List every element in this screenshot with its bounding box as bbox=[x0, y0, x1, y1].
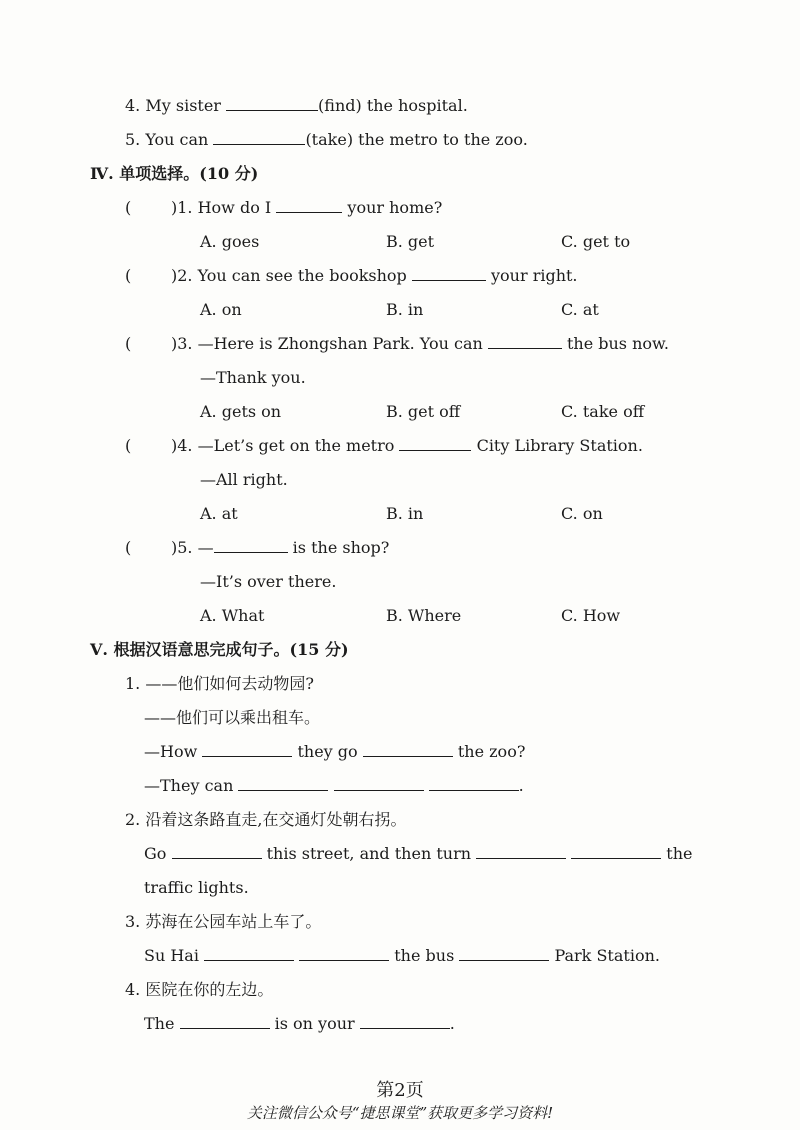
mc-question-4: )4. —Let’s get on the metro City Library Station. bbox=[171, 436, 643, 455]
mc-question-4-reply: —All right. bbox=[200, 470, 288, 489]
option-c[interactable]: C. get to bbox=[561, 232, 631, 251]
answer-blank[interactable] bbox=[204, 945, 294, 961]
option-a[interactable]: A. What bbox=[200, 606, 265, 625]
part3-question-5: 5. You can (take) the metro to the zoo. bbox=[125, 130, 528, 149]
translate-q3-english: Su Hai the bus Park Station. bbox=[144, 946, 660, 965]
option-c[interactable]: C. How bbox=[561, 606, 621, 625]
answer-blank[interactable] bbox=[459, 945, 549, 961]
translate-q2-english-2: traffic lights. bbox=[144, 878, 249, 897]
answer-blank[interactable] bbox=[299, 945, 389, 961]
translate-q1-english-1: —How they go the zoo? bbox=[144, 742, 526, 761]
answer-blank[interactable] bbox=[363, 741, 453, 757]
translate-q2-english-1: Go this street, and then turn the bbox=[144, 844, 693, 863]
section-title-part4: Ⅳ. 单项选择。(10 分) bbox=[90, 164, 259, 183]
translate-q2-chinese: 2. 沿着这条路直走,在交通灯处朝右拐。 bbox=[125, 810, 407, 829]
option-a[interactable]: A. gets on bbox=[200, 402, 282, 421]
option-b[interactable]: B. get bbox=[386, 232, 435, 251]
option-b[interactable]: B. in bbox=[386, 504, 424, 523]
option-c[interactable]: C. take off bbox=[561, 402, 645, 421]
section-title-part5: Ⅴ. 根据汉语意思完成句子。(15 分) bbox=[90, 640, 349, 659]
translate-q1-english-2: —They can . bbox=[144, 776, 524, 795]
translate-q4-chinese: 4. 医院在你的左边。 bbox=[125, 980, 274, 999]
option-b[interactable]: B. Where bbox=[386, 606, 462, 625]
answer-blank[interactable] bbox=[429, 775, 519, 791]
answer-blank[interactable] bbox=[172, 843, 262, 859]
translate-q4-english: The is on your . bbox=[144, 1014, 455, 1033]
answer-blank[interactable] bbox=[213, 129, 305, 145]
translate-q3-chinese: 3. 苏海在公园车站上车了。 bbox=[125, 912, 322, 931]
option-c[interactable]: C. on bbox=[561, 504, 603, 523]
option-c[interactable]: C. at bbox=[561, 300, 599, 319]
answer-blank[interactable] bbox=[360, 1013, 450, 1029]
mc-question-3-reply: —Thank you. bbox=[200, 368, 306, 387]
footer-note: 关注微信公众号“捷思课堂”获取更多学习资料! bbox=[246, 1104, 554, 1122]
mc-question-1: )1. How do I your home? bbox=[171, 198, 443, 217]
answer-paren[interactable]: ( bbox=[125, 334, 132, 353]
answer-blank[interactable] bbox=[226, 95, 318, 111]
answer-blank[interactable] bbox=[334, 775, 424, 791]
option-b[interactable]: B. get off bbox=[386, 402, 461, 421]
page-number: 第2页 bbox=[376, 1080, 424, 1101]
translate-q1-chinese-1: 1. ——他们如何去动物园? bbox=[125, 674, 314, 693]
option-a[interactable]: A. goes bbox=[200, 232, 260, 251]
translate-q1-chinese-2: ——他们可以乘出租车。 bbox=[144, 708, 321, 727]
answer-blank[interactable] bbox=[238, 775, 328, 791]
answer-blank[interactable] bbox=[202, 741, 292, 757]
answer-blank[interactable] bbox=[476, 843, 566, 859]
option-a[interactable]: A. at bbox=[200, 504, 238, 523]
answer-blank[interactable] bbox=[399, 435, 471, 451]
answer-blank[interactable] bbox=[180, 1013, 270, 1029]
answer-paren[interactable]: ( bbox=[125, 198, 132, 217]
answer-blank[interactable] bbox=[488, 333, 562, 349]
mc-question-3: )3. —Here is Zhongshan Park. You can the bus now. bbox=[171, 334, 669, 353]
mc-question-2: )2. You can see the bookshop your right. bbox=[171, 266, 578, 285]
answer-paren[interactable]: ( bbox=[125, 538, 132, 557]
answer-blank[interactable] bbox=[571, 843, 661, 859]
answer-paren[interactable]: ( bbox=[125, 436, 132, 455]
mc-question-5-reply: —It’s over there. bbox=[200, 572, 337, 591]
option-a[interactable]: A. on bbox=[200, 300, 242, 319]
mc-question-5: )5. — is the shop? bbox=[171, 538, 390, 557]
part3-question-4: 4. My sister (find) the hospital. bbox=[125, 96, 468, 115]
answer-blank[interactable] bbox=[276, 197, 342, 213]
answer-paren[interactable]: ( bbox=[125, 266, 132, 285]
answer-blank[interactable] bbox=[412, 265, 486, 281]
answer-blank[interactable] bbox=[214, 537, 288, 553]
option-b[interactable]: B. in bbox=[386, 300, 424, 319]
